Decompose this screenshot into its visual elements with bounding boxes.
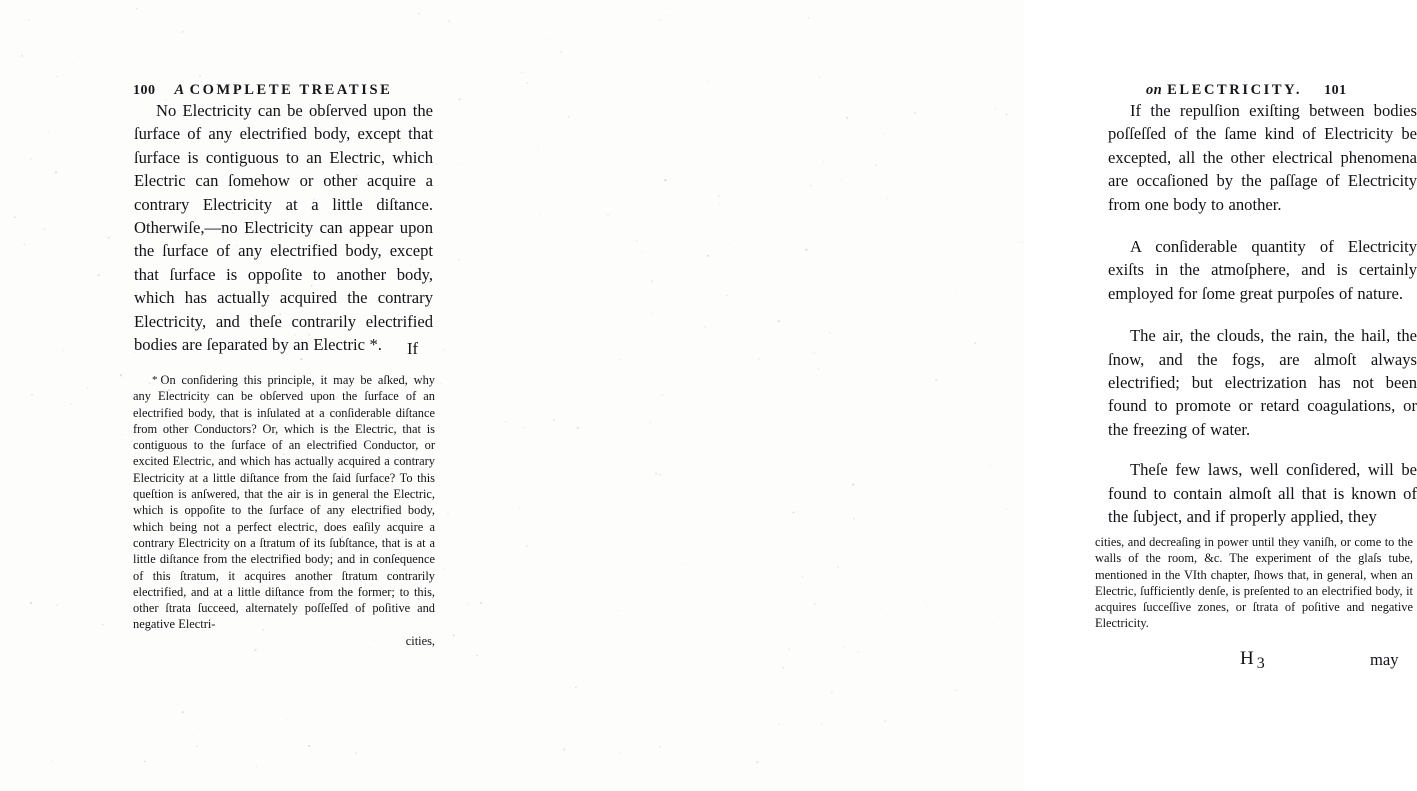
paragraph: Theſe few laws, well conſidered, will be found to contain almoſt all that is known of the ſubject, and if properly applied, they xyxy=(1108,460,1417,527)
footnote-marker-icon: * xyxy=(152,374,158,386)
footnote-body-left xyxy=(133,372,435,633)
folio-number-right: 101 xyxy=(1324,83,1347,98)
running-head-title-left xyxy=(175,82,393,99)
running-head-right xyxy=(1146,82,1347,99)
footnote-right xyxy=(1095,534,1413,632)
left-page xyxy=(0,0,512,791)
paragraph: If the repulſion exiſting between bodies poſſeſſed of the ſame kind of Electricity be excepted, all the other electrical phenomena are occaſioned by the paſſage of Electricity from one body to another. xyxy=(1108,101,1417,214)
footnote-catchword-left: cities, xyxy=(405,633,435,648)
paragraph: The air, the clouds, the rain, the hail, the ſnow, and the fogs, are almoſt always electrified; but electrization has not been found to promote or retard coagulations, or the freezing of water. xyxy=(1108,326,1417,439)
running-head-text-right: ELECTRICITY. xyxy=(1167,82,1303,98)
folio-number-left: 100 xyxy=(133,83,156,98)
running-head-left xyxy=(133,82,392,99)
body-text-right xyxy=(1108,99,1417,529)
footnote-text-right: cities, and decreaſing in power until they vaniſh, or come to the walls of the room, &c. The experiment of the glaſs tube, mentioned in the VIth chapter, ſhows that, in general, when an Electric, ſufficiently denſe, is preſented to an electrified body, it acquires ſucceſſive zones, or ſtrata of poſitive and negative Electricity. xyxy=(1095,535,1413,631)
running-head-article-left: A xyxy=(174,82,185,98)
footnote-left xyxy=(133,372,435,649)
paragraph: No Electricity can be obſerved upon the ſurface of any electrified body, except that ſurface is contiguous to an Electric, which Electric can ſomehow or other acquire a contrary Electricity at a little diſtance. Otherwiſe,—no Electricity can appear upon the ſurface of any electrified body, except that ſurface is oppoſite to another body, which has actually acquired the contrary Electricity, and theſe contrarily electrified bodies are ſeparated by an Electric *. xyxy=(134,101,433,355)
signature-mark xyxy=(1240,648,1264,670)
running-head-article-right: on xyxy=(1146,82,1163,98)
running-head-title-right xyxy=(1146,82,1302,99)
catchword-left: If xyxy=(407,339,419,358)
running-head-text-left: COMPLETE TREATISE xyxy=(189,82,393,98)
signature-number: 3 xyxy=(1256,655,1266,672)
right-page xyxy=(512,0,1417,791)
catchword-right: may xyxy=(1370,650,1399,669)
signature-letter: H xyxy=(1240,648,1255,669)
body-text-left xyxy=(134,99,433,356)
paragraph: A conſiderable quantity of Electricity exiſts in the atmoſphere, and is certainly employed for ſome great purpoſes of nature. xyxy=(1108,237,1417,303)
footnote-text-left: On conſidering this principle, it may be aſked, why any Electricity can be obſerved upon the ſurface of an electrified body, that is inſulated at a conſiderable diſtance from other Conductors? Or, which is the Electric, that is contiguous to the ſurface of an electrified Conductor, or excited Electric, and which has actually acquired a contrary Electricity at a little diſtance from the ſaid ſurface? To this queſtion is anſwered, that the air is in general the Electric, which is oppoſite to the ſurface of any electrified body, which being not a perfect electric, does eaſily acquire a contrary Electricity on a ſtratum of its ſubſtance, that is at a little diſtance from the electrified body; and in conſequence of this ſtratum, it acquires another ſtratum contrarily electrified, and at a little diſtance from the former; to this, other ſtrata ſucceed, alternately poſſeſſed of poſitive and negative Electri- xyxy=(133,373,435,632)
